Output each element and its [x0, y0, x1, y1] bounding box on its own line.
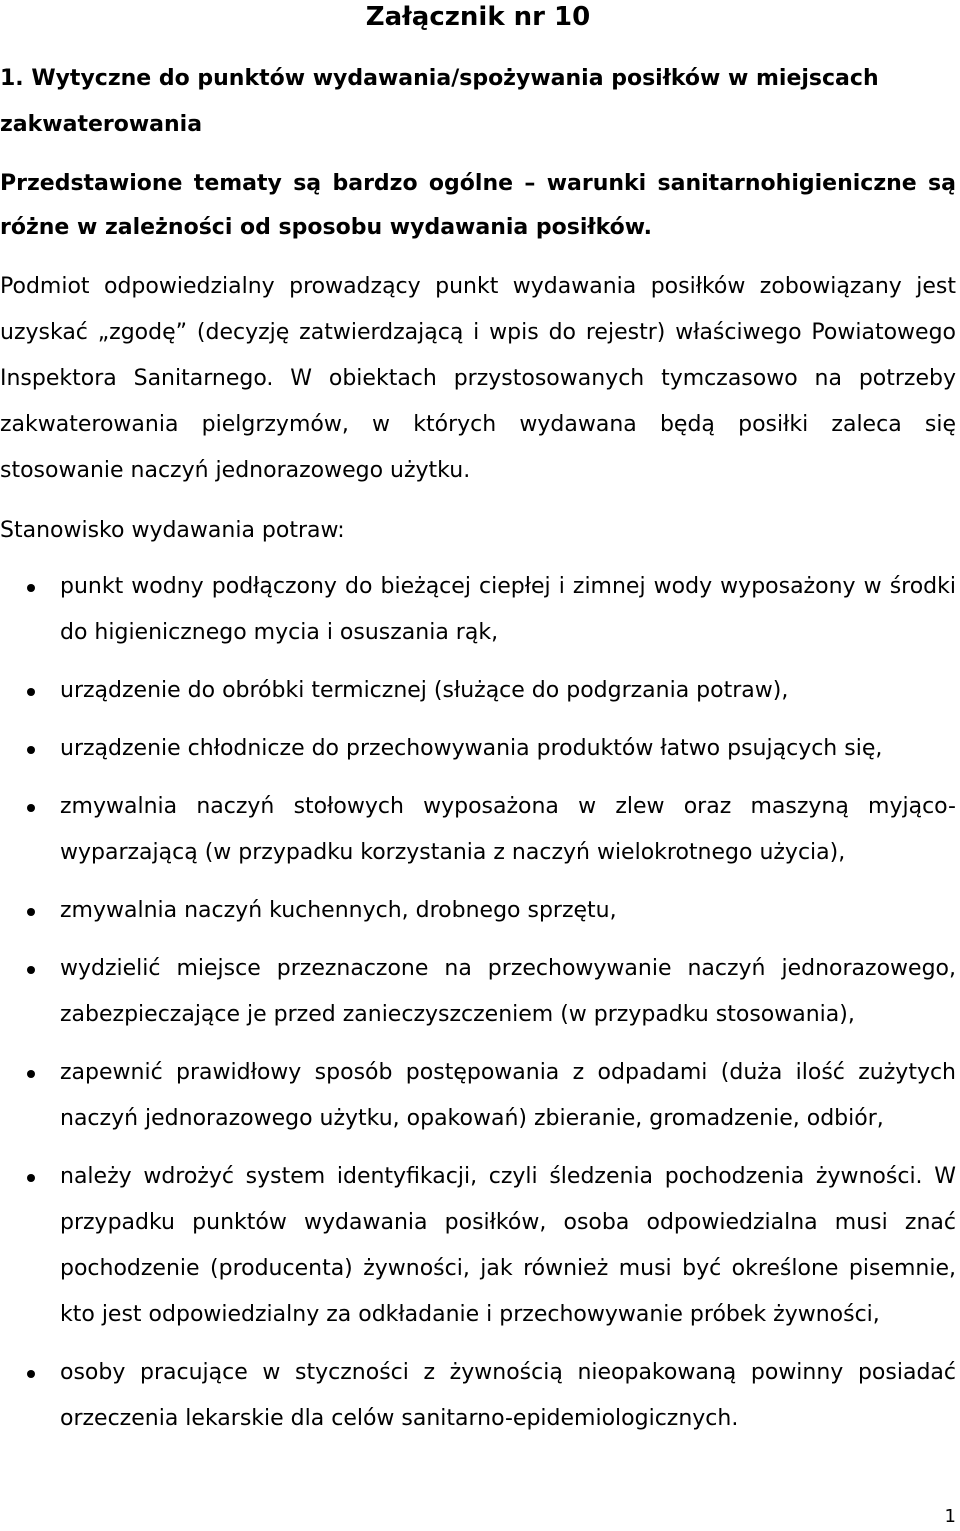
bullet-icon — [27, 584, 35, 592]
list-item-text: należy wdrożyć system identyfikacji, czyli śledzenia pochodzenia żywności. W przypadku punktów wydawania posiłków, osoba odpowiedzialna musi znać pochodzenie (producenta) żywności, jak również musi być określone pisemnie, kto jest odpowiedzialny za odkładanie i przechowywanie próbek żywności, — [60, 1164, 956, 1327]
list-subheading: Stanowisko wydawania potraw: — [0, 518, 345, 543]
bullet-icon — [27, 1070, 35, 1078]
bullet-icon — [27, 966, 35, 974]
list-item-text: osoby pracujące w styczności z żywnością nieopakowaną powinny posiadać orzeczenia lekarskie dla celów sanitarno-epidemiologicznych. — [60, 1360, 956, 1431]
list-item-text: urządzenie do obróbki termicznej (służące do podgrzania potraw), — [60, 678, 789, 703]
bullet-icon — [27, 908, 35, 916]
list-item — [0, 888, 956, 934]
intro-paragraph: Przedstawione tematy są bardzo ogólne – warunki sanitarnohigieniczne są różne w zależności od sposobu wydawania posiłków. — [0, 171, 956, 240]
section-heading: 1. Wytyczne do punktów wydawania/spożywania posiłków w miejscach zakwaterowania — [0, 66, 879, 137]
list-item-text: urządzenie chłodnicze do przechowywania produktów łatwo psujących się, — [60, 736, 883, 761]
requirements-list — [0, 564, 956, 1454]
list-item — [0, 668, 956, 714]
list-item-text: punkt wodny podłączony do bieżącej ciepłej i zimnej wody wyposażony w środki do higienicznego mycia i osuszania rąk, — [60, 574, 956, 645]
list-item — [0, 1050, 956, 1142]
page-number: 1 — [944, 1506, 956, 1527]
list-item-text: zmywalnia naczyń stołowych wyposażona w zlew oraz maszyną myjąco-wyparzającą (w przypadku korzystania z naczyń wielokrotnego użycia), — [60, 794, 956, 865]
list-item-text: zmywalnia naczyń kuchennych, drobnego sprzętu, — [60, 898, 617, 923]
list-item — [0, 726, 956, 772]
list-item — [0, 1154, 956, 1338]
bullet-icon — [27, 1174, 35, 1182]
bullet-icon — [27, 746, 35, 754]
bullet-icon — [27, 688, 35, 696]
list-item — [0, 784, 956, 876]
list-item — [0, 1350, 956, 1442]
bullet-icon — [27, 1370, 35, 1378]
list-item — [0, 564, 956, 656]
body-paragraph: Podmiot odpowiedzialny prowadzący punkt wydawania posiłków zobowiązany jest uzyskać „zgodę” (decyzję zatwierdzającą i wpis do rejestr) właściwego Powiatowego Inspektora Sanitarnego. W obiektach przystosowanych tymczasowo na potrzeby zakwaterowania pielgrzymów, w których wydawana będą posiłki zaleca się stosowanie naczyń jednorazowego użytku. — [0, 274, 956, 483]
list-item — [0, 946, 956, 1038]
bullet-icon — [27, 804, 35, 812]
list-item-text: wydzielić miejsce przeznaczone na przechowywanie naczyń jednorazowego, zabezpieczające je przed zanieczyszczeniem (w przypadku stosowania), — [60, 956, 956, 1027]
document-title: Załącznik nr 10 — [365, 2, 591, 32]
list-item-text: zapewnić prawidłowy sposób postępowania z odpadami (duża ilość zużytych naczyń jednorazowego użytku, opakowań) zbieranie, gromadzenie, odbiór, — [60, 1060, 956, 1131]
